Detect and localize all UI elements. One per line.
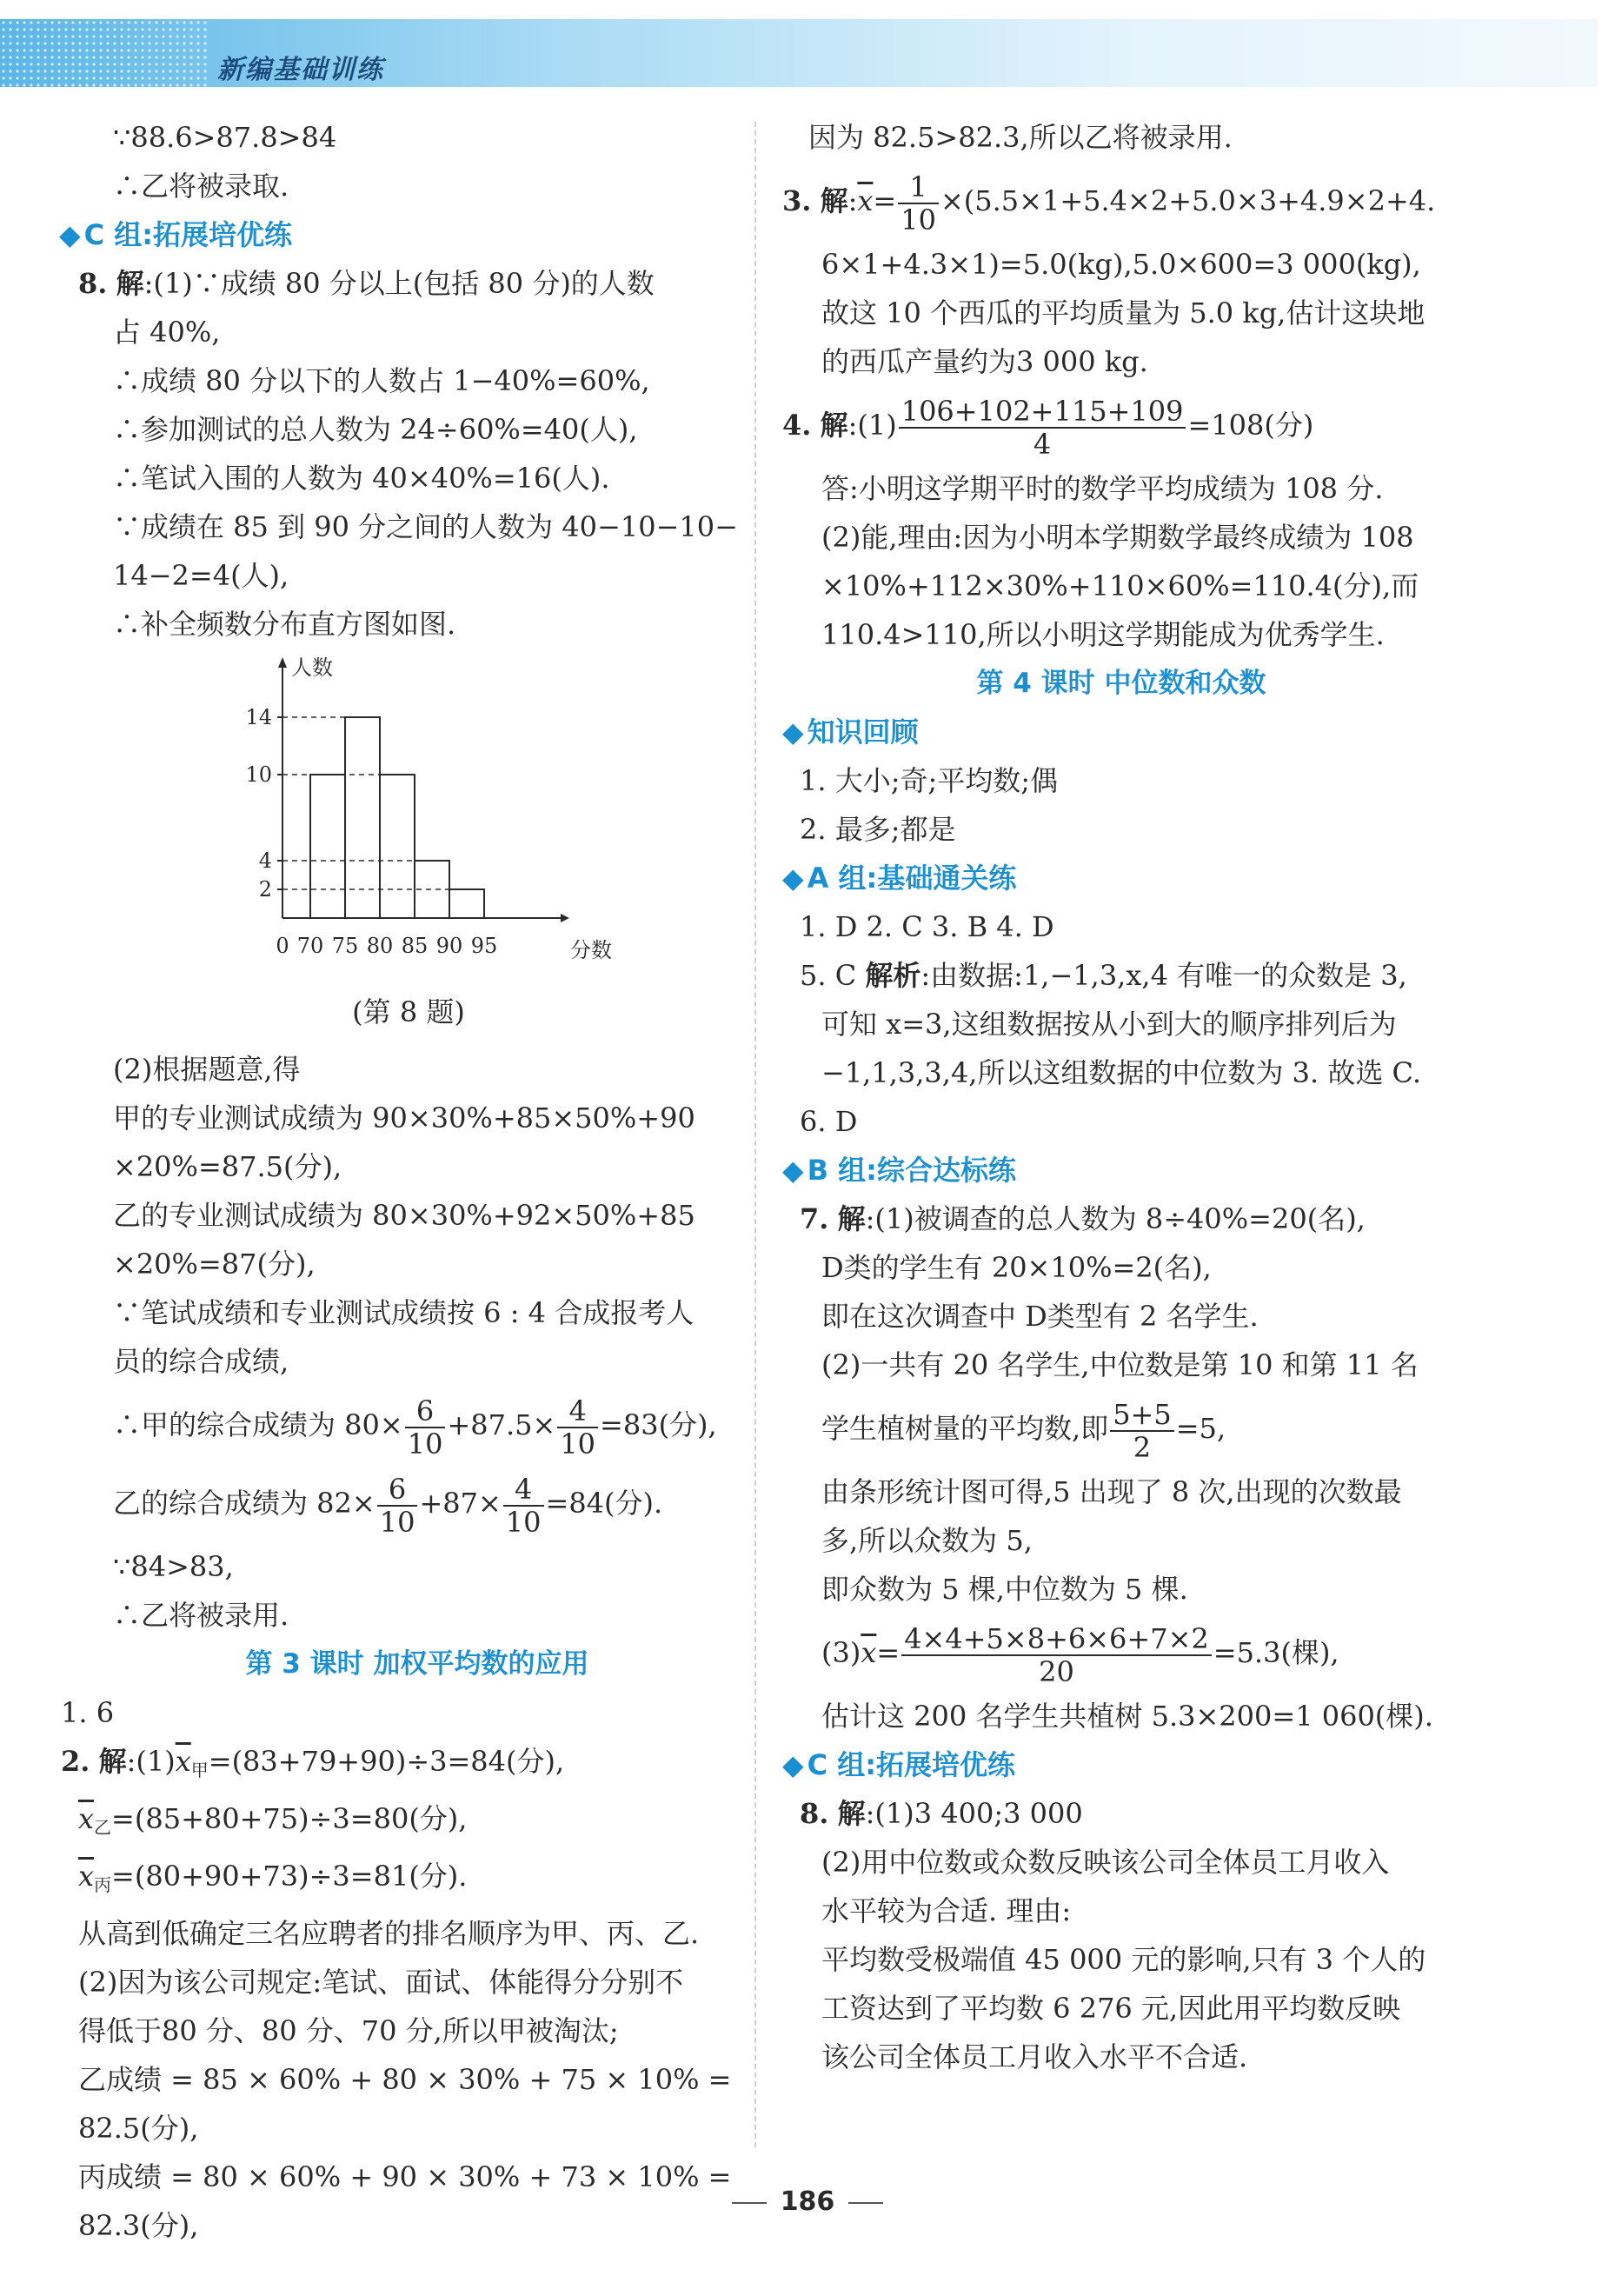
text-line: 110.4>110,所以小明这学期能成为优秀学生. xyxy=(821,618,1385,651)
mean-symbol: $\overline{x}$ xyxy=(78,1802,95,1835)
histogram-bar xyxy=(380,775,415,918)
text-fragment: :(1)被调查的总人数为 8÷40%=20(名), xyxy=(865,1202,1366,1235)
text-fragment: =84(分). xyxy=(545,1487,663,1520)
fraction-numerator: 1 xyxy=(898,171,939,204)
text-line: 1. D 2. C 3. B 4. D xyxy=(800,910,1054,943)
formula-line xyxy=(78,1852,739,1909)
text-line: 由条形统计图可得,5 出现了 8 次,出现的次数最 xyxy=(821,1475,1402,1508)
dash-right xyxy=(848,2202,883,2204)
question-7-line xyxy=(782,1195,1460,1243)
header-pattern xyxy=(0,19,209,87)
chart-caption: (第 8 题) xyxy=(352,995,465,1028)
text-line: ∵成绩在 85 到 90 分之间的人数为 40−10−10− xyxy=(113,510,738,543)
x-tick-label: 95 xyxy=(470,934,498,958)
text-fragment: =83(分), xyxy=(600,1408,717,1441)
question-number: 4. xyxy=(782,409,812,442)
text-fragment: : xyxy=(847,184,858,217)
text-line: 甲的专业测试成绩为 90×30%+85×50%+90 xyxy=(113,1101,695,1135)
y-tick-label: 14 xyxy=(245,705,272,729)
subscript: 甲 xyxy=(190,1760,209,1780)
diamond-icon: ◆ xyxy=(59,218,81,251)
mean-symbol: $\overline{x}$ xyxy=(175,1745,191,1778)
histogram-svg xyxy=(245,649,612,988)
text-line: 的西瓜产量约为3 000 kg. xyxy=(821,345,1148,378)
text-line: D类的学生有 20×10%=2(名), xyxy=(821,1251,1212,1284)
fraction-denominator: 10 xyxy=(505,1505,542,1539)
mean-symbol: $\overline{x}$ xyxy=(78,1860,95,1893)
x-tick-label: 90 xyxy=(435,934,463,958)
solution-label: 解 xyxy=(837,1797,866,1830)
text-fragment: :(1) xyxy=(847,409,897,442)
question-number: 3. xyxy=(782,184,812,217)
x-tick-label: 80 xyxy=(366,934,394,958)
text-line: ∵88.6>87.8>84 xyxy=(113,121,337,154)
text-line: ×20%=87.5(分), xyxy=(113,1150,342,1183)
question-number: 8. xyxy=(800,1797,829,1830)
right-column xyxy=(782,113,1460,2081)
fraction xyxy=(901,1623,1212,1687)
fraction-numerator: 4 xyxy=(557,1395,598,1428)
section-heading-c xyxy=(782,1740,1460,1789)
text-fragment: :(1) xyxy=(126,1745,176,1778)
solution-label: 解 xyxy=(98,1745,127,1778)
subscript: 乙 xyxy=(94,1817,112,1838)
mean-symbol: $\overline{x}$ xyxy=(857,184,874,217)
text-line: 乙成绩 = 85 × 60% + 80 × 30% + 75 × 10% = xyxy=(78,2063,732,2096)
fraction xyxy=(557,1395,598,1460)
analysis-label: 解析 xyxy=(865,959,921,992)
y-tick-label: 4 xyxy=(258,849,272,873)
text-line: 82.3(分), xyxy=(78,2209,199,2242)
text-line: (2)一共有 20 名学生,中位数是第 10 和第 11 名 xyxy=(821,1348,1419,1381)
section-heading-label: 知识回顾 xyxy=(807,715,919,749)
formula-line xyxy=(782,1389,1460,1467)
x-tick-label: 70 xyxy=(296,934,324,958)
text-fragment: 学生植树量的平均数,即 xyxy=(821,1412,1109,1445)
fraction-denominator: 20 xyxy=(1039,1654,1074,1688)
text-fragment: =5, xyxy=(1175,1412,1226,1445)
text-fragment: +87× xyxy=(419,1487,502,1520)
text-fragment: =108(分) xyxy=(1187,409,1314,442)
text-line: ×20%=87(分), xyxy=(113,1248,316,1281)
fraction xyxy=(1110,1399,1174,1463)
text-line: (2)用中位数或众数反映该公司全体员工月收入 xyxy=(821,1846,1390,1879)
fraction-numerator: 6 xyxy=(377,1474,418,1507)
histogram-bar xyxy=(449,889,484,918)
text-line: 因为 82.5>82.3,所以乙将被录用. xyxy=(808,121,1233,154)
x-axis-arrow xyxy=(561,914,569,922)
text-line: 即在这次调查中 D类型有 2 名学生. xyxy=(821,1300,1259,1333)
question-3-line xyxy=(782,162,1460,240)
y-axis-arrow xyxy=(278,657,287,668)
dash-left xyxy=(732,2202,767,2204)
diamond-icon: ◆ xyxy=(782,715,804,749)
text-fragment: ×(5.5×1+5.4×2+5.0×3+4.9×2+4. xyxy=(940,184,1436,217)
left-column xyxy=(59,113,739,2250)
formula-line xyxy=(78,1794,739,1852)
text-line: 1. 大小;奇;平均数;偶 xyxy=(800,764,1059,797)
diamond-icon: ◆ xyxy=(782,1748,804,1781)
text-line: ∵84>83, xyxy=(113,1550,234,1583)
fraction-denominator: 2 xyxy=(1133,1430,1152,1464)
fraction-denominator: 10 xyxy=(407,1427,443,1461)
question-number: 2. xyxy=(61,1745,90,1778)
question-number: 7. xyxy=(800,1202,829,1235)
text-line: ∴补全频数分布直方图如图. xyxy=(113,608,456,641)
answer-5-line xyxy=(782,951,1460,1000)
section-heading-label: C 组:拓展培优练 xyxy=(83,218,293,251)
text-line: 即众数为 5 棵,中位数为 5 棵. xyxy=(821,1573,1188,1606)
text-line: ×10%+112×30%+110×60%=110.4(分),而 xyxy=(821,569,1419,602)
text-fragment: =(80+90+73)÷3=81(分). xyxy=(111,1860,468,1893)
fraction xyxy=(377,1474,418,1538)
question-8-line xyxy=(782,1789,1460,1838)
diamond-icon: ◆ xyxy=(782,1154,804,1187)
text-line: 水平较为合适. 理由: xyxy=(821,1894,1072,1927)
text-line: 工资达到了平均数 6 276 元,因此用平均数反映 xyxy=(821,1992,1401,2025)
question-2-line xyxy=(61,1737,739,1794)
text-line: 6. D xyxy=(800,1105,858,1138)
text-line: 82.5(分), xyxy=(78,2112,199,2145)
y-tick-label: 10 xyxy=(245,762,272,787)
diamond-icon: ◆ xyxy=(782,862,804,895)
column-divider xyxy=(754,122,756,2147)
question-8-line xyxy=(78,259,739,308)
x-tick-label: 75 xyxy=(331,934,359,958)
text-line: (2)根据题意,得 xyxy=(113,1053,301,1086)
text-line: 员的综合成绩, xyxy=(113,1345,289,1378)
text-line: 乙的专业测试成绩为 80×30%+92×50%+85 xyxy=(113,1199,695,1232)
text-line: 从高到低确定三名应聘者的排名顺序为甲、丙、乙. xyxy=(78,1917,700,1950)
fraction-denominator: 4 xyxy=(1033,427,1052,461)
text-fragment: =(83+79+90)÷3=84(分), xyxy=(208,1745,565,1778)
solution-label: 解 xyxy=(820,184,848,217)
fraction-numerator: 6 xyxy=(405,1395,446,1428)
text-line: 答:小明这学期平时的数学平均成绩为 108 分. xyxy=(821,472,1384,505)
text-line: ∴参加测试的总人数为 24÷60%=40(人), xyxy=(113,413,638,446)
page-number-text: 186 xyxy=(780,2186,835,2217)
text-line: ∵笔试成绩和专业测试成绩按 6 : 4 合成报考人 xyxy=(113,1296,695,1329)
section-heading-label: A 组:基础通关练 xyxy=(807,862,1017,895)
text-fragment: 乙的综合成绩为 82× xyxy=(113,1487,376,1520)
text-fragment: (3) xyxy=(821,1636,861,1669)
y-axis-label: 人数 xyxy=(291,656,333,680)
section-heading-label: B 组:综合达标练 xyxy=(807,1154,1016,1187)
x-tick-label: 0 xyxy=(276,934,289,958)
text-line: 6×1+4.3×1)=5.0(kg),5.0×600=3 000(kg), xyxy=(821,248,1421,281)
fraction-numerator: 106+102+115+109 xyxy=(899,396,1186,429)
fraction-numerator: 4×4+5×8+6×6+7×2 xyxy=(901,1623,1212,1656)
formula-line xyxy=(96,1386,739,1464)
fraction-denominator: 10 xyxy=(901,203,936,236)
text-fragment: :(1)3 400;3 000 xyxy=(865,1797,1083,1830)
solution-label: 解 xyxy=(820,409,848,442)
section-heading-c xyxy=(59,210,739,259)
histogram-bar xyxy=(310,775,345,918)
formula-line xyxy=(96,1464,739,1542)
histogram-chart xyxy=(96,649,739,988)
solution-label: 解 xyxy=(837,1202,866,1235)
text-line: 占 40%, xyxy=(113,316,221,349)
text-line: ∴乙将被录取. xyxy=(113,170,289,203)
text-line: −1,1,3,3,4,所以这组数据的中位数为 3. 故选 C. xyxy=(821,1056,1422,1089)
solution-label: 解 xyxy=(116,267,144,300)
fraction-numerator: 4 xyxy=(503,1474,544,1507)
x-tick-label: 85 xyxy=(401,934,429,958)
text-line: (2)能,理由:因为小明本学期数学最终成绩为 108 xyxy=(821,521,1414,554)
section-heading-b xyxy=(782,1146,1460,1195)
lesson-4-title: 第 4 课时 中位数和众数 xyxy=(976,668,1266,699)
question-number: 8. xyxy=(78,267,108,300)
fraction-numerator: 5+5 xyxy=(1110,1399,1174,1432)
fraction xyxy=(503,1474,544,1538)
text-fragment: :由数据:1,−1,3,x,4 有唯一的众数是 3, xyxy=(920,959,1407,992)
fraction xyxy=(405,1395,446,1460)
text-fragment: =(85+80+75)÷3=80(分), xyxy=(111,1802,468,1835)
text-fragment: ∴甲的综合成绩为 80× xyxy=(113,1408,403,1441)
answer-1: 1. 6 xyxy=(61,1696,115,1729)
x-axis-label: 分数 xyxy=(570,938,612,962)
text-line: 故这 10 个西瓜的平均质量为 5.0 kg,估计这块地 xyxy=(821,296,1426,329)
text-line: 该公司全体员工月收入水平不合适. xyxy=(821,2040,1248,2073)
histogram-bar xyxy=(345,717,380,918)
fraction xyxy=(899,396,1186,460)
book-title: 新编基础训练 xyxy=(217,55,384,85)
fraction-denominator: 10 xyxy=(379,1505,415,1539)
lesson-3-title: 第 3 课时 加权平均数的应用 xyxy=(245,1648,589,1680)
text-line: (2)因为该公司规定:笔试、面试、体能得分分别不 xyxy=(78,1966,684,1999)
fraction xyxy=(898,171,939,236)
text-fragment: = xyxy=(873,184,897,217)
text-fragment: +87.5× xyxy=(447,1408,556,1441)
text-fragment: = xyxy=(876,1636,901,1669)
text-line: 估计这 200 名学生共植树 5.3×200=1 060(棵). xyxy=(821,1700,1433,1733)
text-line: ∴笔试入围的人数为 40×40%=16(人). xyxy=(113,462,610,495)
subscript: 丙 xyxy=(94,1874,112,1895)
text-fragment: 5. C xyxy=(800,959,857,992)
text-line: :(1)∵成绩 80 分以上(包括 80 分)的人数 xyxy=(143,267,655,300)
fraction-denominator: 10 xyxy=(560,1427,596,1461)
formula-line xyxy=(782,1614,1460,1692)
text-line: ∴成绩 80 分以下的人数占 1−40%=60%, xyxy=(113,364,650,397)
y-tick-label: 2 xyxy=(258,877,272,902)
question-4-line xyxy=(782,386,1460,464)
section-heading-knowledge xyxy=(782,708,1460,756)
text-line: 平均数受极端值 45 000 元的影响,只有 3 个人的 xyxy=(821,1943,1426,1976)
section-heading-label: C 组:拓展培优练 xyxy=(807,1748,1016,1781)
text-line: 2. 最多;都是 xyxy=(800,813,956,846)
text-fragment: =5.3(棵), xyxy=(1213,1636,1339,1669)
text-line: 多,所以众数为 5, xyxy=(821,1524,1033,1557)
section-heading-a xyxy=(782,854,1460,902)
page-number xyxy=(0,2186,1615,2217)
text-line: 14−2=4(人), xyxy=(113,559,289,592)
text-line: 得低于80 分、80 分、70 分,所以甲被淘汰; xyxy=(78,2014,619,2047)
mean-symbol: $\overline{x}$ xyxy=(861,1636,877,1669)
text-line: ∴乙将被录用. xyxy=(113,1599,289,1632)
text-line: 丙成绩 = 80 × 60% + 90 × 30% + 73 × 10% = xyxy=(78,2160,732,2193)
text-line: 可知 x=3,这组数据按从小到大的顺序排列后为 xyxy=(821,1008,1397,1041)
